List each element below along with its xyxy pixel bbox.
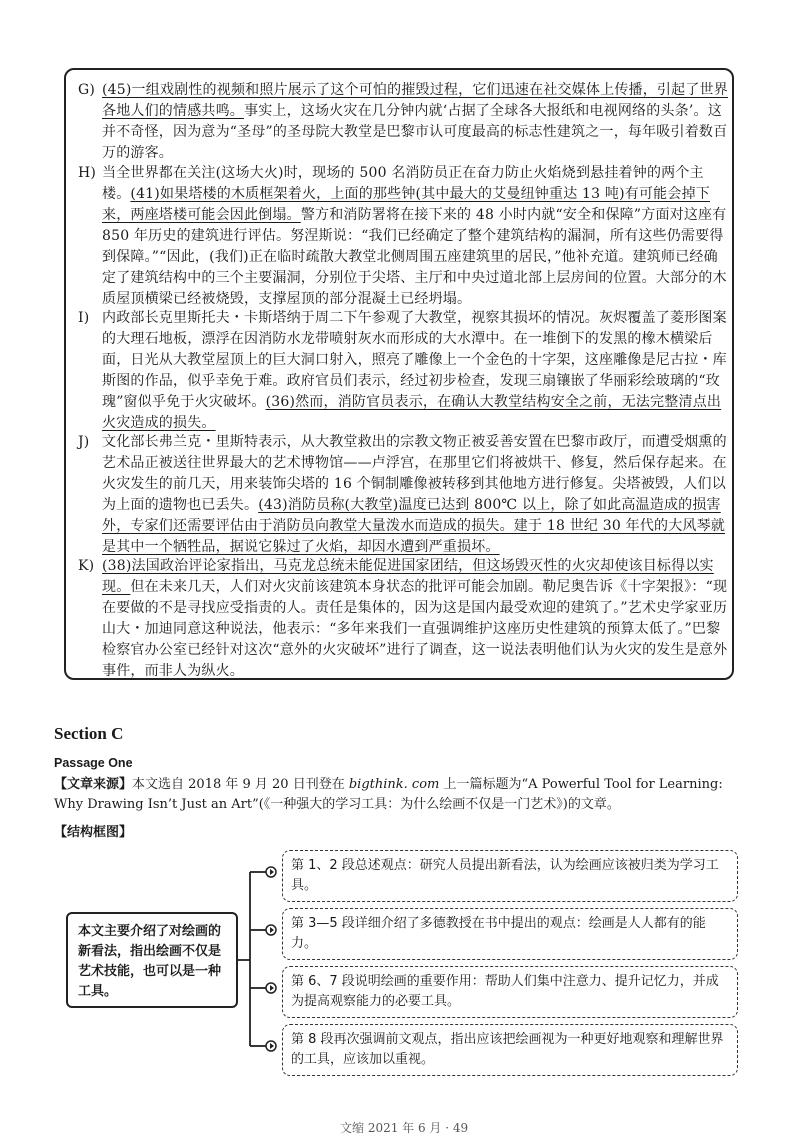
structure-item-2: 第 3—5 段详细介绍了多德教授在书中提出的观点：绘画是人人都有的能力。 xyxy=(282,908,738,960)
source-site: bigthink. com xyxy=(348,777,440,792)
section-title: Section C xyxy=(54,724,124,743)
paragraph-label: G) xyxy=(78,82,96,98)
paragraph-text: 事实上，这场火灾在几分钟内就‘占据了全球各大报纸和电视网络的头条’。这并不奇怪，因为意为“圣母”的圣母院大教堂是巴黎市认可度最高的标志性建筑之一，每年吸引着数百万的游客。 xyxy=(102,103,728,161)
underlined-answer-text: (36)然而，消防官员表示，在确认大教堂结构安全之前，无法完整清点出火灾造成的损失。 xyxy=(102,394,722,431)
underlined-answer-text: (43)消防员称(大教堂)温度已达到 800℃ 以上，除了如此高温造成的损害外，专家们还需要评估由于消防员向教堂大量泼水而造成的损失。建于 18 世纪 30 年代的大风琴就是其中一个牺牲品，据说它躲过了火焰，却因水遭到严重损坏。 xyxy=(102,497,726,555)
structure-diagram-title: 【结构框图】 xyxy=(54,825,133,840)
passage-title: Passage One xyxy=(54,756,133,770)
paragraph-label: J) xyxy=(78,434,90,450)
paragraph-text: 文化部长弗兰克・里斯特表示，从大教堂救出的宗教文物正被妥善安置在巴黎市政厅，而遭受烟熏的艺术品正被送往世界最大的艺术博物馆——卢浮宫，在那里它们将被烘干、修复，然后保存起来。在火灾发生的前几天，用来装饰尖塔的 16 个铜制雕像被转移到其他地方进行修复。尖塔被毁，人们以为上面的遗物也已丢失。 xyxy=(102,434,727,513)
paragraph-label: I) xyxy=(78,310,90,326)
structure-item-1: 第 1、2 段总述观点：研究人员提出新看法，认为绘画应该被归类为学习工具。 xyxy=(282,850,738,902)
page-footer: 文缩 2021 年 6 月 · 49 xyxy=(340,1121,469,1135)
paragraph-text: 内政部长克里斯托夫・卡斯塔纳于周二下午参观了大教堂，视察其损坏的情况。灰烬覆盖了菱形图案的大理石地板，漂浮在因消防水龙带喷射灰水而形成的大水潭中。在一堆倒下的发黑的橡木横梁后面，日光从大教堂屋顶上的巨大洞口射入，照亮了雕像上一个金色的十字架，这座雕像是尼古拉・库斯图的作品，似乎幸免于难。政府官员们表示，经过初步检查，发现三扇镶嵌了华丽彩绘玻璃的“玫瑰”窗似乎免于火灾破坏。 xyxy=(102,310,727,410)
underlined-answer-text: (41)如果塔楼的木质框架着火，上面的那些钟(其中最大的艾曼纽钟重达 13 吨)有可能会掉下来，两座塔楼可能会因此倒塌。 xyxy=(102,186,710,223)
source-text: 本文选自 2018 年 9 月 20 日刊登在 xyxy=(132,777,349,792)
structure-item-3: 第 6、7 段说明绘画的重要作用：帮助人们集中注意力、提升记忆力，并成为提高观察能力的必要工具。 xyxy=(282,966,738,1018)
source-text-rest: 上一篇标题为“A Powerful Tool for Learning: Why Drawing Isn’t Just an Art”(《一种强大的学习工具：为什么绘画不仅是一门艺术》)的文章。 xyxy=(54,777,723,812)
underlined-answer-text: (38)法国政治评论家指出，马克龙总统未能促进国家团结，但这场毁灭性的火灾却使该目标得以实现。 xyxy=(102,558,714,595)
main-idea-box: 本文主要介绍了对绘画的新看法，指出绘画不仅是艺术技能，也可以是一种工具。 xyxy=(66,912,238,1008)
source-tag: 【文章来源】 xyxy=(54,777,133,792)
underlined-answer-text: (45)一组戏剧性的视频和照片展示了这个可怕的摧毁过程，它们迅速在社交媒体上传播，引起了世界各地人们的情感共鸣。 xyxy=(102,82,728,119)
paragraph-label: K) xyxy=(78,558,95,574)
paragraph-label: H) xyxy=(78,165,97,181)
paragraph-text: 当全世界都在关注(这场大火)时，现场的 500 名消防员正在奋力防止火焰烧到悬挂着钟的两个主楼。 xyxy=(102,165,704,202)
paragraph-text-rest: 但在未来几天，人们对火灾前该建筑本身状态的批评可能会加剧。勒尼奥告诉《十字架报》：“现在要做的不是寻找应受指责的人。责任是集体的，因为这是国内最受欢迎的建筑了。”艺术史学家亚历山大・加迪同意这种说法，他表示：“多年来我们一直强调维护这座历史性建筑的预算太低了。”巴黎检察官办公室已经针对这次“意外的火灾破坏”进行了调查，这一说法表明他们认为火灾的发生是意外事件，而非人为纵火。 xyxy=(102,579,728,679)
structure-item-4: 第 8 段再次强调前文观点，指出应该把绘画视为一种更好地观察和理解世界的工具，应该加以重视。 xyxy=(282,1024,738,1076)
paragraph-text-rest: 警方和消防署将在接下来的 48 小时内就“安全和保障”方面对这座有 850 年历史的建筑进行评估。努涅斯说：“我们已经确定了整个建筑结构的漏洞，所有这些仍需要得到保障。”“因此，(我们)正在临时疏散大教堂北侧周围五座建筑里的居民，”他补充道。建筑师已经确定了建筑结构中的三个主要漏洞，分别位于尖塔、主厅和中央过道北部上层房间的位置。大部分的木质屋顶横梁已经被烧毁，支撑屋顶的部分混凝土已经坍塌。 xyxy=(102,207,727,307)
